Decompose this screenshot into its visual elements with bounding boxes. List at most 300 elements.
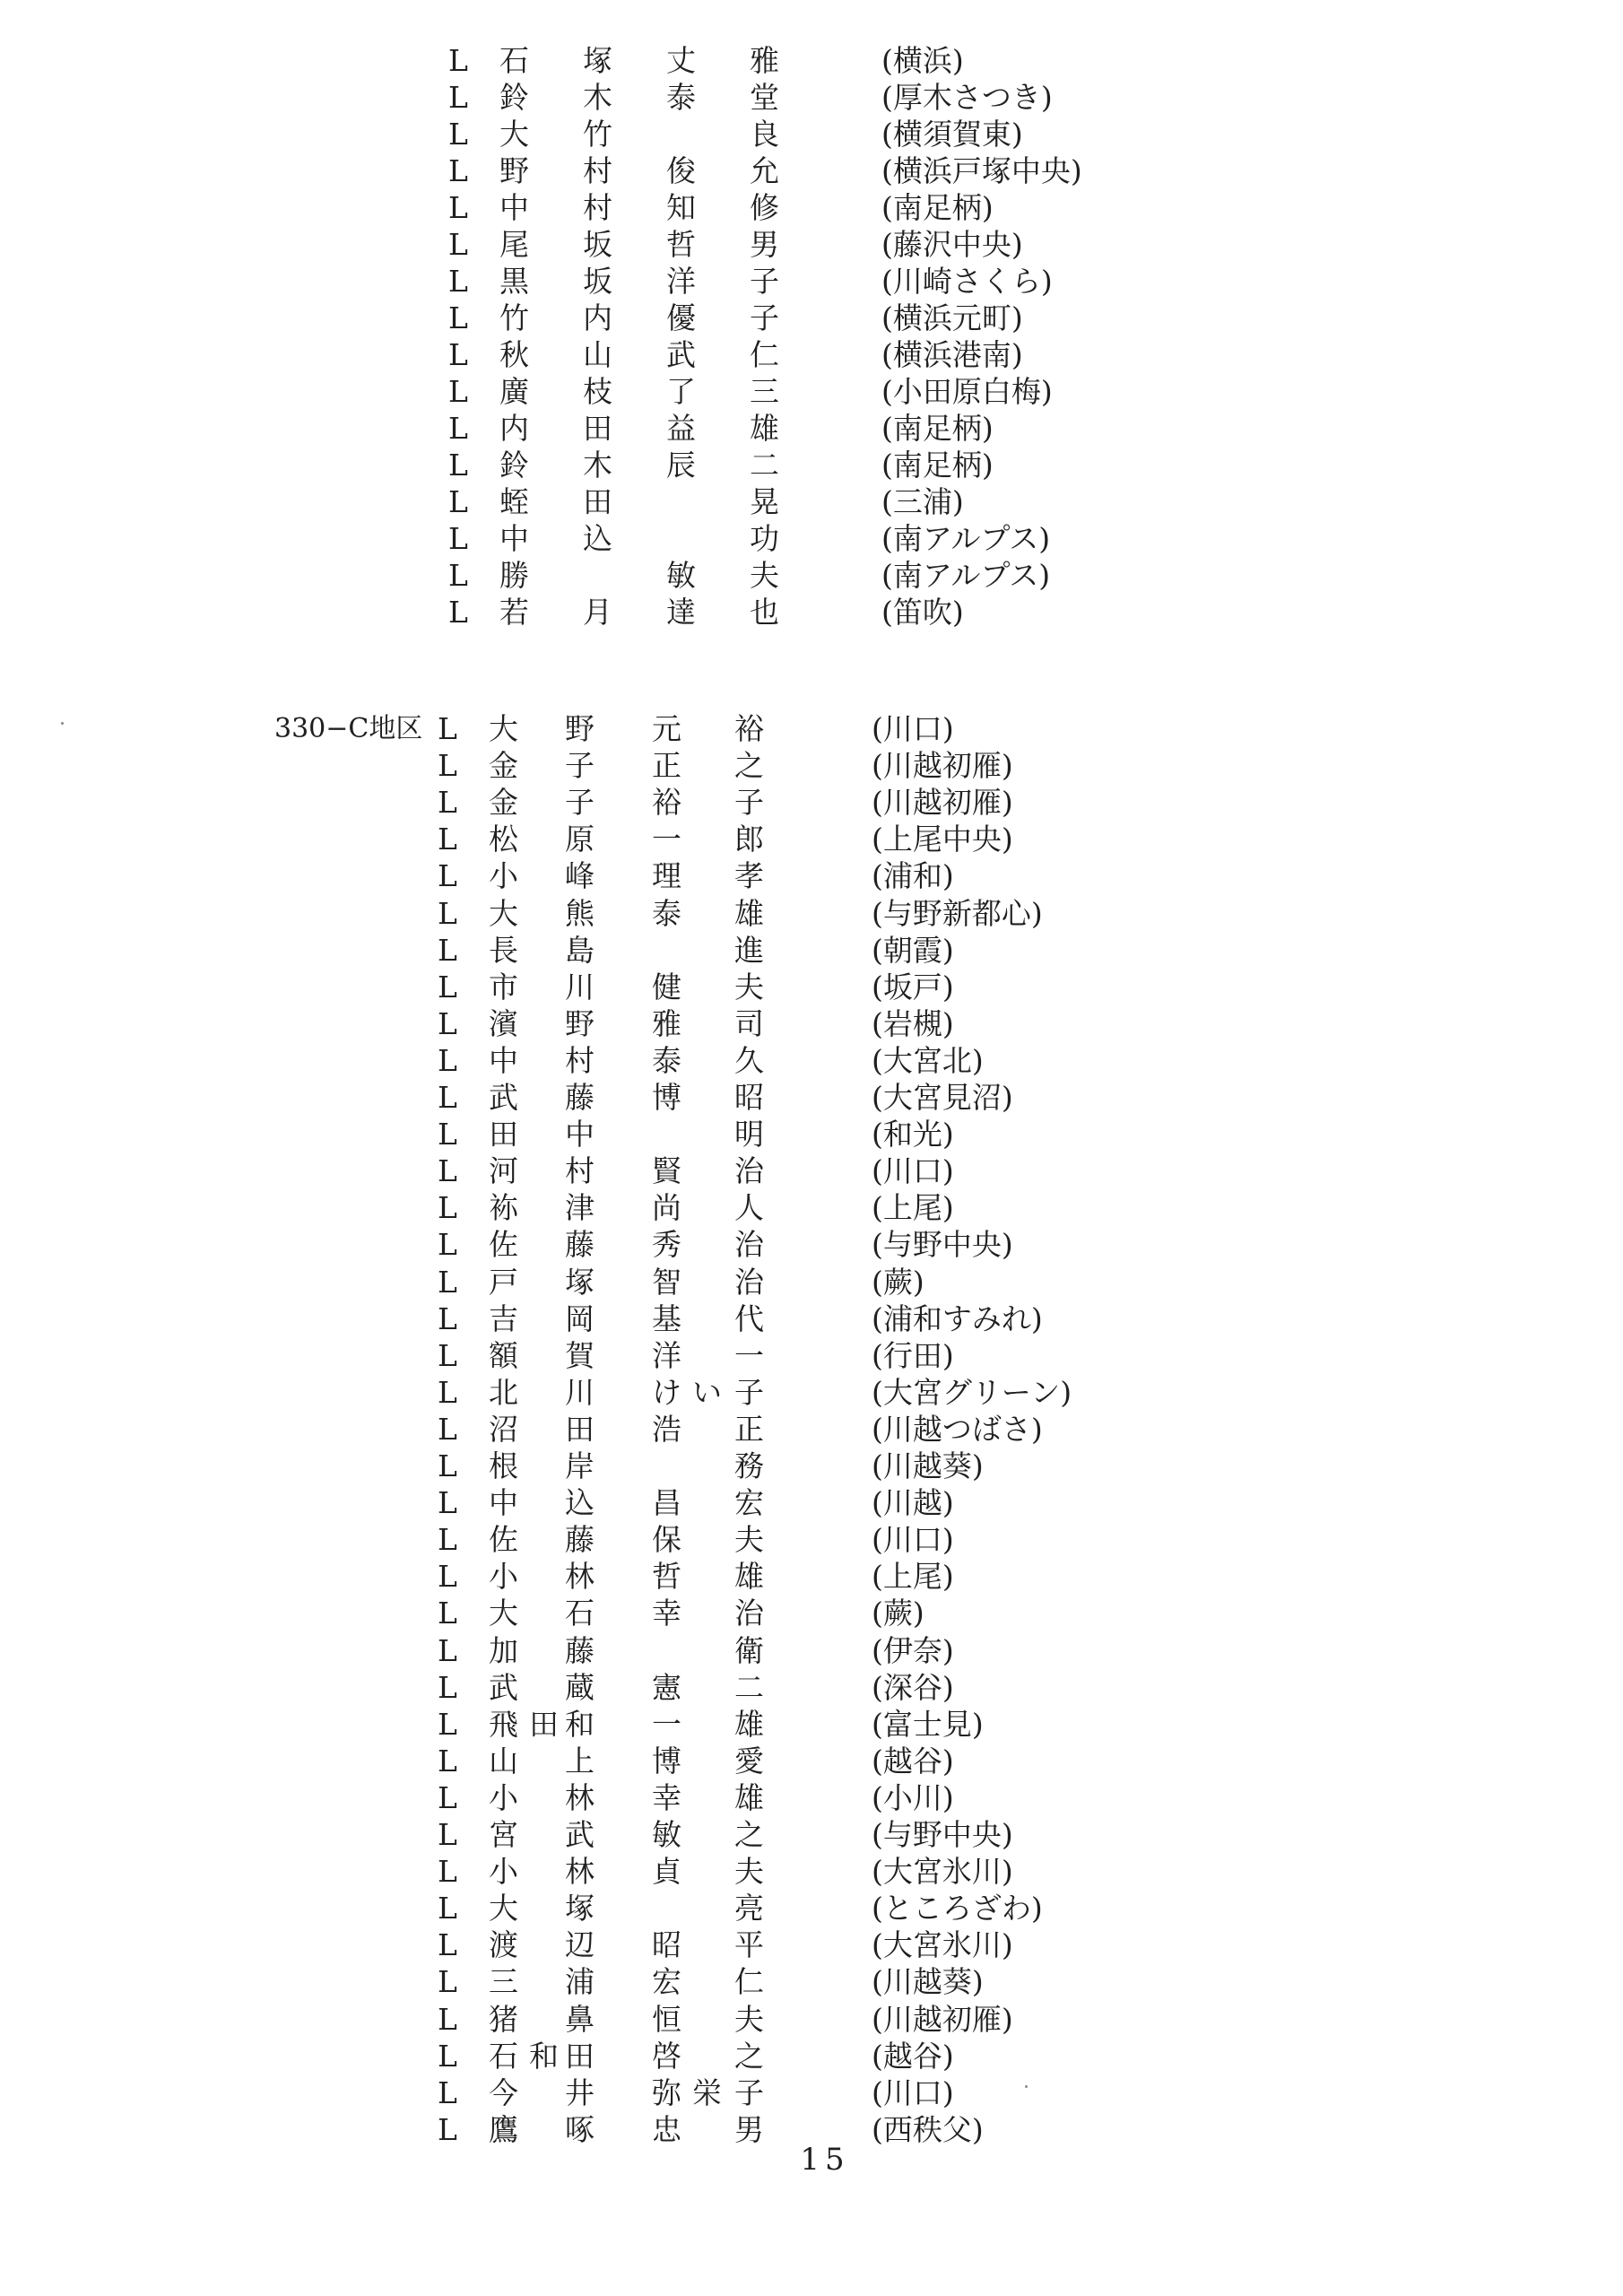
member-row [0,1337,1623,1374]
member-row [0,373,1623,410]
club-name: (横浜港南) [881,337,1023,372]
name-char: 修 [750,190,779,225]
club-name: (行田) [872,1337,954,1373]
name-char: 夫 [734,1522,764,1558]
member-row [0,1853,1623,1890]
member-row [0,1042,1623,1079]
name-char: 元 [652,711,681,746]
member-title: L [438,1300,457,1336]
member-title: L [438,932,457,968]
club-name: (浦和すみれ) [872,1300,1043,1336]
name-char: 川 [565,1374,595,1410]
member-title: L [438,1779,457,1815]
member-row [0,747,1623,784]
member-row [0,1779,1623,1816]
member-row [0,2074,1623,2111]
name-char: けい [652,1374,733,1410]
member-title: L [448,411,468,446]
name-char: 保 [652,1522,681,1558]
name-char: 愛 [734,1743,764,1779]
name-char: 岡 [565,1300,595,1336]
member-title: L [448,595,468,630]
name-char: 藤 [565,1080,595,1115]
name-char: 代 [734,1300,764,1336]
member-row [0,1595,1623,1631]
member-title: L [438,1448,457,1483]
member-title: L [438,1559,457,1595]
name-char: 田 [565,1411,595,1447]
club-name: (三浦) [881,484,964,519]
name-char: 村 [565,1153,595,1189]
member-row [0,1116,1623,1152]
name-char: 泰 [666,80,696,115]
name-char: 男 [734,2111,764,2147]
member-title: L [438,1005,457,1041]
name-char: 司 [734,1005,764,1041]
member-row [0,42,1623,79]
name-char: 金 [489,748,518,784]
club-name: (越谷) [872,1743,954,1779]
name-char: 藤 [565,1522,595,1558]
name-char: 二 [734,1669,764,1705]
club-name: (与野中央) [872,1817,1013,1852]
name-char: 中 [565,1117,595,1152]
name-char: 洋 [666,264,696,299]
club-name: (西秩父) [872,2111,984,2147]
name-char: 忠 [652,2111,681,2147]
name-char: 塚 [565,1264,595,1300]
member-row [0,1300,1623,1337]
name-char: 小 [489,1559,518,1595]
name-char: 博 [652,1080,681,1115]
name-char: 貞 [652,1854,681,1890]
name-char: 田 [583,411,612,446]
member-row [0,1521,1623,1558]
club-name: (岩槻) [872,1005,954,1041]
name-char: 石 [565,1596,595,1631]
name-char: 大 [489,895,518,931]
member-row [0,152,1623,189]
name-char: 塚 [583,43,612,78]
name-char: 蛭 [499,484,529,519]
name-char: 武 [489,1669,518,1705]
page-number: 15 [800,2142,850,2178]
member-row [0,1374,1623,1411]
name-char: 鷹 [489,2111,518,2147]
member-row [0,1411,1623,1448]
name-char: 佐 [489,1227,518,1263]
member-title: L [448,264,468,299]
name-char: 濱 [489,1005,518,1041]
member-row [0,79,1623,116]
club-name: (川越初雁) [872,748,1013,784]
member-title: L [438,1632,457,1668]
member-row [0,1484,1623,1521]
member-row [0,2111,1623,2148]
member-title: L [438,1374,457,1410]
member-row [0,263,1623,300]
club-name: (与野中央) [872,1227,1013,1263]
member-row [0,784,1623,821]
name-char: 市 [489,969,518,1004]
name-char: 子 [750,264,779,299]
club-name: (富士見) [872,1706,984,1742]
member-row [0,410,1623,447]
name-char: 亮 [734,1891,764,1926]
member-row [0,447,1623,483]
name-char: 堂 [750,80,779,115]
club-name: (笛吹) [881,595,964,630]
name-char: 浦 [565,1964,595,2000]
name-char: 川 [565,969,595,1004]
member-title: L [438,1596,457,1631]
name-char: 子 [565,748,595,784]
name-char: 村 [583,153,612,188]
member-title: L [438,1227,457,1263]
club-name: (厚木さつき) [881,80,1053,115]
member-row [0,1079,1623,1116]
name-char: 治 [734,1264,764,1300]
member-title: L [438,1817,457,1852]
name-char: 雄 [750,411,779,446]
name-char: 智 [652,1264,681,1300]
name-char: 辰 [666,448,696,483]
club-name: (川越葵) [872,1964,984,2000]
name-char: 戸 [489,1264,518,1300]
club-name: (蕨) [872,1264,924,1300]
member-row [0,1816,1623,1853]
name-char: 知 [666,190,696,225]
name-char: 武 [666,337,696,372]
name-char: 石 [499,43,529,78]
name-char: 泰 [652,895,681,931]
name-char: 仁 [750,337,779,372]
name-char: 木 [583,448,612,483]
name-char: 蔵 [565,1669,595,1705]
name-char: 沼 [489,1411,518,1447]
name-char: 金 [489,785,518,821]
club-name: (川越) [872,1485,954,1521]
club-name: (南足柄) [881,190,994,225]
name-char: 昭 [652,1927,681,1963]
club-name: (上尾) [872,1190,954,1226]
name-char: 也 [750,595,779,630]
member-row [0,1706,1623,1743]
club-name: (大宮グリーン) [872,1374,1072,1410]
name-char: 塚 [565,1891,595,1926]
name-char: 内 [583,300,612,335]
member-title: L [448,80,468,115]
name-char: 夫 [734,969,764,1004]
name-char: 昭 [734,1080,764,1115]
member-row [0,857,1623,894]
name-char: 大 [489,1596,518,1631]
name-char: 込 [583,521,612,556]
club-name: (南アルプス) [881,558,1051,593]
name-char: 中 [499,521,529,556]
member-title: L [438,895,457,931]
name-char: 猪 [489,2001,518,2037]
name-char: 島 [565,932,595,968]
member-title: L [448,300,468,335]
name-char: 治 [734,1227,764,1263]
name-char: 飛田 [489,1706,569,1742]
name-char: 三 [489,1964,518,2000]
club-name: (浦和) [872,858,954,894]
name-char: 敏 [652,1817,681,1852]
member-row [0,300,1623,336]
member-title: L [438,1190,457,1226]
club-name: (川口) [872,711,954,746]
member-row [0,1152,1623,1189]
name-char: 田 [489,1117,518,1152]
member-row [0,520,1623,557]
member-row [0,1264,1623,1300]
name-char: 内 [499,411,529,446]
name-char: 若 [499,595,529,630]
member-row [0,594,1623,631]
member-row [0,1743,1623,1779]
name-char: 中 [489,1042,518,1078]
name-char: 之 [734,2038,764,2074]
member-title: L [448,190,468,225]
name-char: 河 [489,1153,518,1189]
club-name: (川越葵) [872,1448,984,1483]
member-row [0,1963,1623,2000]
name-char: 人 [734,1190,764,1226]
member-title: L [448,337,468,372]
member-title: L [448,227,468,262]
member-title: L [438,1891,457,1926]
name-char: 込 [565,1485,595,1521]
name-char: 一 [734,1337,764,1373]
name-char: 雄 [734,1779,764,1815]
name-char: 中 [489,1485,518,1521]
name-char: 大 [499,117,529,152]
name-char: 夫 [750,558,779,593]
name-char: 孝 [734,858,764,894]
name-char: 子 [734,785,764,821]
member-title: L [438,1743,457,1779]
name-char: 子 [565,785,595,821]
name-char: 正 [734,1411,764,1447]
name-char: 賀 [565,1337,595,1373]
club-name: (小川) [872,1779,954,1815]
name-char: 田 [565,2038,595,2074]
name-char: 雄 [734,895,764,931]
name-char: 基 [652,1300,681,1336]
name-char: 良 [750,117,779,152]
member-title: L [438,1117,457,1152]
name-char: 藤 [565,1632,595,1668]
name-char: 村 [565,1042,595,1078]
name-char: 黒 [499,264,529,299]
name-char: 鈴 [499,448,529,483]
club-name: (横浜元町) [881,300,1023,335]
name-char: 哲 [652,1559,681,1595]
name-char: 額 [489,1337,518,1373]
member-title: L [448,374,468,409]
name-char: 一 [652,1706,681,1742]
name-char: 武 [565,1817,595,1852]
member-row [0,710,1623,747]
name-char: 秋 [499,337,529,372]
member-title: L [438,1337,457,1373]
name-char: 渡 [489,1927,518,1963]
club-name: (蕨) [872,1596,924,1631]
name-char: 洋 [652,1337,681,1373]
name-char: 哲 [666,227,696,262]
member-title: L [438,785,457,821]
name-char: 林 [565,1779,595,1815]
name-char: 益 [666,411,696,446]
club-name: (与野新都心) [872,895,1043,931]
member-title: L [438,1153,457,1189]
name-char: 村 [583,190,612,225]
member-row [0,895,1623,932]
club-name: (小田原白梅) [881,374,1053,409]
member-row [0,189,1623,226]
name-char: 俊 [666,153,696,188]
name-char: 廣 [499,374,529,409]
name-char: 尾 [499,227,529,262]
club-name: (川口) [872,1522,954,1558]
name-char: 小 [489,1779,518,1815]
name-char: 宮 [489,1817,518,1852]
club-name: (上尾中央) [872,822,1013,857]
member-row [0,969,1623,1005]
name-char: 辺 [565,1927,595,1963]
name-char: 坂 [583,264,612,299]
member-row [0,1558,1623,1595]
name-char: 竹 [499,300,529,335]
name-char: 加 [489,1632,518,1668]
name-char: 原 [565,822,595,857]
name-char: 丈 [666,43,696,78]
name-char: 幸 [652,1596,681,1631]
name-char: 務 [734,1448,764,1483]
name-char: 上 [565,1743,595,1779]
name-char: 雅 [652,1005,681,1041]
club-name: (川越つばさ) [872,1411,1043,1447]
name-char: 平 [734,1927,764,1963]
club-name: (越谷) [872,2038,954,2074]
name-char: 理 [652,858,681,894]
club-name: (川口) [872,1153,954,1189]
member-title: L [438,969,457,1004]
member-title: L [438,1411,457,1447]
member-title: L [438,2038,457,2074]
member-title: L [438,1080,457,1115]
club-name: (和光) [872,1117,954,1152]
name-char: 野 [565,711,595,746]
name-char: 敏 [666,558,696,593]
name-char: 小 [489,858,518,894]
name-char: 雅 [750,43,779,78]
name-char: 夫 [734,2001,764,2037]
name-char: 夫 [734,1854,764,1890]
name-char: 正 [652,748,681,784]
name-char: 尚 [652,1190,681,1226]
name-char: 明 [734,1117,764,1152]
name-char: 山 [583,337,612,372]
member-title: L [438,1264,457,1300]
name-char: 晃 [750,484,779,519]
name-char: 田 [583,484,612,519]
name-char: 啓 [652,2038,681,2074]
name-char: 治 [734,1596,764,1631]
name-char: 憲 [652,1669,681,1705]
member-title: L [448,117,468,152]
member-row [0,1926,1623,1963]
name-char: 雄 [734,1706,764,1742]
name-char: 裕 [652,785,681,821]
member-row [0,2038,1623,2074]
name-char: 子 [750,300,779,335]
name-char: 野 [499,153,529,188]
district-label: 330−C地区 [274,713,423,744]
club-name: (大宮氷川) [872,1927,1013,1963]
name-char: 岸 [565,1448,595,1483]
name-char: 仁 [734,1964,764,2000]
name-char: 裕 [734,711,764,746]
name-char: 恒 [652,2001,681,2037]
club-name: (南足柄) [881,448,994,483]
member-row [0,226,1623,263]
name-char: 郎 [734,822,764,857]
name-char: 小 [489,1854,518,1890]
name-char: 武 [489,1080,518,1115]
member-row [0,1669,1623,1706]
name-char: 鼻 [565,2001,595,2037]
name-char: 二 [750,448,779,483]
member-title: L [438,1854,457,1890]
member-row [0,821,1623,857]
member-row [0,1632,1623,1669]
name-char: 久 [734,1042,764,1078]
club-name: (横須賀東) [881,117,1023,152]
club-name: (ところざわ) [872,1891,1043,1926]
club-name: (上尾) [872,1559,954,1595]
club-name: (大宮北) [872,1042,984,1078]
name-char: 鈴 [499,80,529,115]
name-char: 袮 [489,1190,518,1226]
name-char: 之 [734,1817,764,1852]
club-name: (朝霞) [872,932,954,968]
club-name: (南足柄) [881,411,994,446]
name-char: 山 [489,1743,518,1779]
name-char: 和 [565,1706,595,1742]
name-char: 幸 [652,1779,681,1815]
name-char: 三 [750,374,779,409]
name-char: 允 [750,153,779,188]
name-char: 北 [489,1374,518,1410]
name-char: 根 [489,1448,518,1483]
member-title: L [438,2111,457,2147]
name-char: 之 [734,748,764,784]
name-char: 浩 [652,1411,681,1447]
name-char: 宏 [652,1964,681,2000]
member-title: L [438,1927,457,1963]
member-title: L [438,2074,457,2110]
name-char: 健 [652,969,681,1004]
name-char: 藤 [565,1227,595,1263]
club-name: (川越初雁) [872,785,1013,821]
club-name: (横浜戸塚中央) [881,153,1082,188]
name-char: 勝 [499,558,529,593]
name-char: 野 [565,1005,595,1041]
name-char: 男 [750,227,779,262]
